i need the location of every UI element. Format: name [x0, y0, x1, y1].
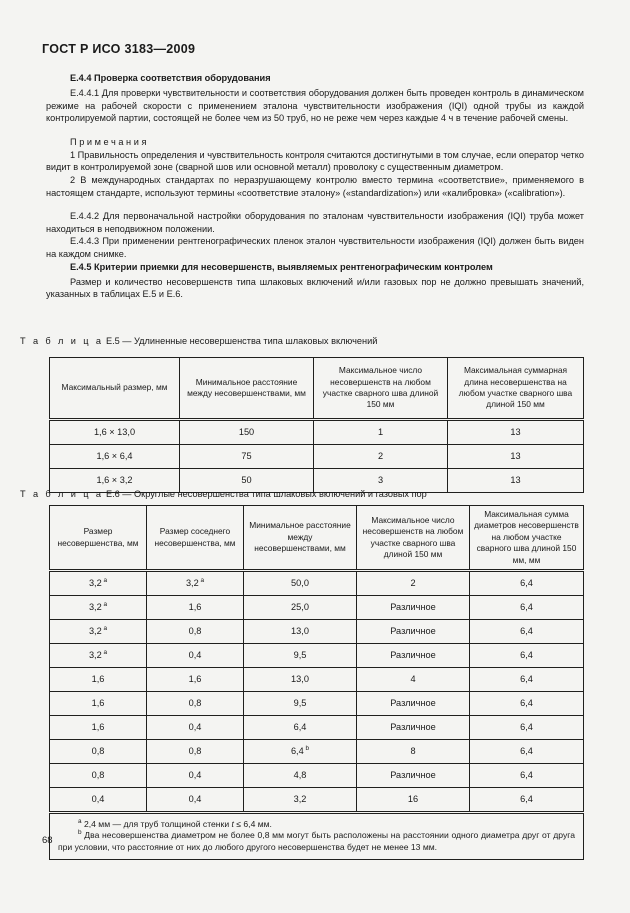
table-cell: 2	[357, 571, 470, 596]
table-cell: 9,5	[244, 644, 357, 668]
table-cell: 1,6 × 3,2	[50, 469, 180, 493]
footnote-a	[58, 819, 575, 830]
table-e6-col-header-2: Минимальное расстояние между несовершенствами, мм	[244, 506, 357, 571]
table-e6-col-header-4: Максимальная сумма диаметров несовершенств на любом участке сварного шва длиной 150 мм, мм	[470, 506, 584, 571]
table-cell: 6,4	[470, 571, 584, 596]
table-cell: 0,8	[147, 620, 244, 644]
table-e5-col-header-3: Максимальная суммарная длина несовершенства на любом участке сварного шва длиной 150 мм	[448, 358, 584, 420]
table-row	[50, 644, 584, 668]
table-cell: Различное	[357, 620, 470, 644]
notes-title: Примечания	[70, 136, 150, 147]
table-e6-header-row	[50, 506, 584, 571]
table-e5-col-header-1: Минимальное расстояние между несовершенствами, мм	[180, 358, 314, 420]
table-cell: 6,4	[244, 716, 357, 740]
table-cell: 6,4	[470, 596, 584, 620]
footnote-a-tail: ≤ 6,4 мм.	[236, 819, 272, 830]
table-e6-footnote-row	[50, 813, 584, 860]
footnote-ref: a	[101, 648, 108, 656]
heading-e44: E.4.4 Проверка соответствия оборудования	[70, 73, 271, 83]
document-body	[46, 72, 584, 301]
table-row	[50, 788, 584, 813]
table-e6-body	[50, 571, 584, 813]
table-cell: 13	[448, 445, 584, 469]
table-cell: 6,4	[470, 668, 584, 692]
table-e6-caption-label: Т а б л и ц а	[20, 489, 104, 499]
table-cell: 75	[180, 445, 314, 469]
footnote-ref: a	[101, 600, 108, 608]
table-e6-footnote-cell	[50, 813, 584, 860]
table-row	[50, 764, 584, 788]
table-row	[50, 571, 584, 596]
table-cell: 6,4	[470, 644, 584, 668]
table-row	[50, 692, 584, 716]
table-e6-caption-text: — Округлые несовершенства типа шлаковых включений и газовых пор	[122, 489, 427, 499]
table-cell: 0,4	[147, 644, 244, 668]
table-cell: 0,4	[147, 788, 244, 813]
table-e5-caption	[20, 331, 377, 349]
table-e5-col-header-2: Максимальное число несовершенств на любом участке сварного шва длиной 150 мм	[314, 358, 448, 420]
heading-e45: E.4.5 Критерии приемки для несовершенств, выявляемых рентгенографическим контролем	[70, 261, 493, 272]
table-cell: Различное	[357, 644, 470, 668]
footnote-ref: a	[101, 624, 108, 632]
table-cell: 9,5	[244, 692, 357, 716]
table-e6-col-header-3: Максимальное число несовершенств на любом участке сварного шва длиной 150 мм	[357, 506, 470, 571]
table-cell: 1,6 × 13,0	[50, 420, 180, 445]
table-cell: 6,4	[470, 764, 584, 788]
table-cell: Различное	[357, 716, 470, 740]
document-header-title: ГОСТ Р ИСО 3183—2009	[42, 42, 196, 56]
spacer	[46, 125, 584, 136]
page-number: 68	[42, 835, 53, 846]
table-cell: 1,6 × 6,4	[50, 445, 180, 469]
table-row	[50, 596, 584, 620]
table-cell: 6,4	[470, 740, 584, 764]
table-cell: 8	[357, 740, 470, 764]
table-cell: 2	[314, 445, 448, 469]
table-cell: 6,4	[470, 620, 584, 644]
table-e6-footnotes	[50, 813, 584, 860]
table-cell: 13	[448, 469, 584, 493]
table-cell: 0,8	[147, 740, 244, 764]
footnote-ref: a	[198, 576, 205, 584]
table-cell: Различное	[357, 596, 470, 620]
table-e6-col-header-0: Размер несовершенства, мм	[50, 506, 147, 571]
table-cell: 1	[314, 420, 448, 445]
table-cell: 1,6	[50, 668, 147, 692]
table-cell: 1,6	[147, 596, 244, 620]
table-cell: 13,0	[244, 620, 357, 644]
table-cell: 50	[180, 469, 314, 493]
table-cell: 6,4	[470, 788, 584, 813]
paragraph-e45: Размер и количество несовершенств типа шлаковых включений и/или газовых пор не должно превышать значений, указанных в таблицах E.5 и E.6.	[46, 276, 584, 300]
table-e5-caption-label: Т а б л и ц а	[20, 336, 104, 346]
footnote-a-text: 2,4 мм — для труб толщиной стенки	[83, 819, 230, 830]
table-e5-caption-text: — Удлиненные несовершенства типа шлаковых включений	[122, 336, 378, 346]
table-cell: 0,8	[50, 764, 147, 788]
table-cell: 4,8	[244, 764, 357, 788]
table-e6-col-header-1: Размер соседнего несовершенства, мм	[147, 506, 244, 571]
table-cell: 0,4	[147, 764, 244, 788]
table-e5-body	[50, 420, 584, 493]
table-cell: 13,0	[244, 668, 357, 692]
footnote-b-text: Два несовершенства диаметром не более 0,8 мм могут быть расположены на расстоянии одного диаметра друг от друга при условии, что расстояние от них до любого другого несовершенства будет не менее 13 мм.	[58, 830, 575, 852]
table-cell: 3,2 $^a$	[50, 571, 147, 596]
table-cell: 0,4	[147, 716, 244, 740]
table-row	[50, 620, 584, 644]
footnote-a-symbol: t	[231, 819, 234, 830]
table-cell: 6,4 $^b$	[244, 740, 357, 764]
table-cell: 16	[357, 788, 470, 813]
table-cell: 150	[180, 420, 314, 445]
table-cell: 4	[357, 668, 470, 692]
table-cell: 1,6	[50, 692, 147, 716]
table-e6-caption-number: E.6	[105, 489, 120, 499]
table-row	[50, 668, 584, 692]
table-e5-caption-number: E.5	[105, 336, 120, 346]
table-cell: 0,8	[50, 740, 147, 764]
table-e5-header-row	[50, 358, 584, 420]
note-1: 1 Правильность определения и чувствительность контроля считаются достигнутыми в том случае, если оператор четко видит в контролируемой зоне (сварной шов или основной металл) проволоку с существенным диаметром.	[46, 149, 584, 173]
table-e5-wrapper	[49, 357, 584, 493]
table-row	[50, 716, 584, 740]
footnote-b	[58, 830, 575, 853]
table-cell: 0,4	[50, 788, 147, 813]
paragraph-e443: E.4.4.3 При применении рентгенографических пленок эталон чувствительности изображения (IQI) должен быть виден на каждом снимке.	[46, 236, 584, 259]
table-cell: Различное	[357, 764, 470, 788]
table-row	[50, 740, 584, 764]
table-cell: 3,2	[244, 788, 357, 813]
table-cell: 1,6	[147, 668, 244, 692]
table-cell: Различное	[357, 692, 470, 716]
table-cell: 6,4	[470, 716, 584, 740]
footnote-ref: b	[303, 744, 310, 752]
table-cell: 50,0	[244, 571, 357, 596]
footnote-b-marker: b	[78, 829, 82, 837]
table-cell: 3,2 $^a$	[50, 644, 147, 668]
table-cell: 1,6	[50, 716, 147, 740]
table-cell: 3,2 $^a$	[50, 620, 147, 644]
table-cell: 13	[448, 420, 584, 445]
table-e6-caption	[20, 484, 427, 502]
table-e6-wrapper	[49, 505, 584, 860]
table-cell: 3,2 $^a$	[147, 571, 244, 596]
paragraph-e441: E.4.4.1 Для проверки чувствительности и соответствия оборудования должен быть проведен контроль в динамическом режиме на рабочей скорости с применением эталона чувствительности изображения (IQI) одной трубы из каждой контролируемой партии, состоящей не более чем из 50 труб, но не реже чем через каждые 4 ч в течение рабочей смены.	[46, 88, 584, 124]
table-row	[50, 445, 584, 469]
footnote-ref: a	[101, 576, 108, 584]
table-cell: 0,8	[147, 692, 244, 716]
spacer	[46, 199, 584, 210]
table-row	[50, 420, 584, 445]
table-e5-col-header-0: Максимальный размер, мм	[50, 358, 180, 420]
table-cell: 25,0	[244, 596, 357, 620]
table-e5	[49, 357, 584, 493]
table-cell: 6,4	[470, 692, 584, 716]
table-cell: 3	[314, 469, 448, 493]
paragraph-e442: E.4.4.2 Для первоначальной настройки оборудования по эталонам чувствительности изображения (IQI) труба может находиться в неподвижном положении.	[46, 211, 584, 234]
note-2: 2 В международных стандартах по неразрушающему контролю вместо термина «соответствие», применяемого в настоящем стандарте, используют термины «соответствие эталону» («standardization») или «калибровка» («calibration»).	[46, 174, 584, 198]
footnote-a-marker: a	[78, 818, 82, 826]
table-e6	[49, 505, 584, 860]
table-cell: 3,2 $^a$	[50, 596, 147, 620]
